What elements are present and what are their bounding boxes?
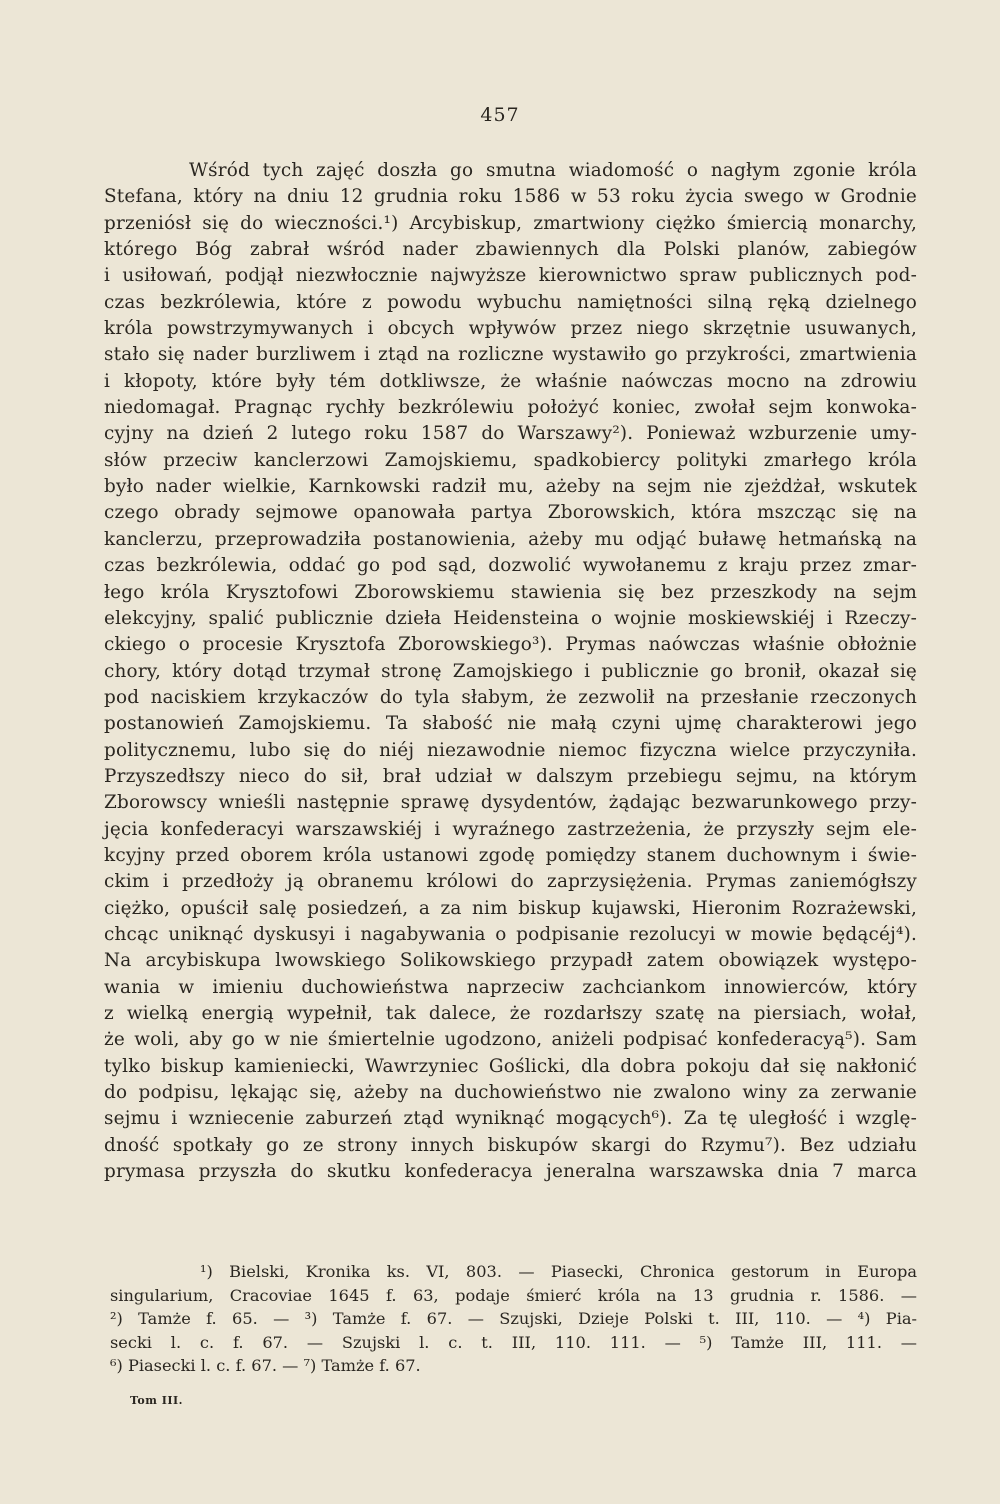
- text-line: ckiego o procesie Krysztofa Zborowskiego³). Prymas naówczas właśnie obłożnie: [104, 634, 917, 656]
- text-line: słów przeciw kanclerzowi Zamojskiemu, spadkobiercy polityki zmarłego króla: [104, 449, 917, 471]
- text-line: niedomagał. Pragnąc rychły bezkrólewiu położyć koniec, zwołał sejm konwoka-: [104, 397, 917, 419]
- text-line: i usiłowań, podjął niezwłocznie najwyższe kierownictwo spraw publicznych pod-: [104, 265, 917, 287]
- text-line: do podpisu, lękając się, ażeby na duchowieństwo nie zwalono winy za zerwanie: [104, 1082, 917, 1104]
- text-line: przeniósł się do wieczności.¹) Arcybiskup, zmartwiony ciężko śmiercią monarchy,: [104, 212, 917, 234]
- text-line: czas bezkrólewia, które z powodu wybuchu namiętności silną ręką dzielnego: [104, 291, 917, 313]
- text-line: ckim i przedłoży ją obranemu królowi do zaprzysiężenia. Prymas zaniemógłszy: [104, 871, 917, 893]
- text-line: wania w imieniu duchowieństwa naprzeciw zachciankom innowierców, który: [104, 976, 917, 998]
- text-line: stało się nader burzliwem i ztąd na rozliczne wystawiło go przykrości, zmartwienia: [104, 344, 917, 366]
- text-line: Stefana, który na dniu 12 grudnia roku 1586 w 53 roku życia swego w Grodnie: [104, 186, 917, 208]
- footnote-line: ⁶) Piasecki l. c. f. 67. — ⁷) Tamże f. 67.: [110, 1356, 421, 1376]
- text-line: sejmu i wzniecenie zaburzeń ztąd wyniknąć mogących⁶). Za tę uległość i wzglę-: [104, 1108, 917, 1130]
- text-line: prymasa przyszła do skutku konfederacya jeneralna warszawska dnia 7 marca: [104, 1161, 917, 1183]
- text-line: Na arcybiskupa lwowskiego Solikowskiego przypadł zatem obowiązek występo-: [104, 950, 917, 972]
- volume-signature: Tom III.: [130, 1394, 183, 1407]
- text-line: dność spotkały go ze strony innych biskupów skargi do Rzymu⁷). Bez udziału: [104, 1134, 917, 1156]
- text-line: z wielką energią wypełnił, tak dalece, że rozdarłszy szatę na piersiach, wołał,: [104, 1003, 917, 1024]
- main-text: [104, 158, 917, 1185]
- text-line: postanowień Zamojskiemu. Ta słabość nie małą czyni ujmę charakterowi jego: [104, 713, 917, 735]
- text-line: elekcyjny, spalić publicznie dzieła Heidensteina o wojnie moskiewskiéj i Rzeczy-: [104, 607, 917, 629]
- text-line: Zborowscy wnieśli następnie sprawę dysydentów, żądając bezwarunkowego przy-: [104, 792, 917, 814]
- text-line: którego Bóg zabrał wśród nader zbawiennych dla Polski planów, zabiegów: [104, 239, 917, 261]
- text-line: i kłopoty, które były tém dotkliwsze, że właśnie naówczas mocno na zdrowiu: [104, 370, 917, 392]
- text-line: czas bezkrólewia, oddać go pod sąd, dozwolić wywołanemu z kraju przez zmar-: [104, 555, 917, 577]
- text-line: czego obrady sejmowe opanowała partya Zborowskich, która mszcząc się na: [104, 502, 917, 524]
- footnote-line: secki l. c. f. 67. — Szujski l. c. t. III, 110. 111. — ⁵) Tamże III, 111. —: [110, 1332, 917, 1352]
- text-line: kcyjny przed oborem króla ustanowi zgodę pomiędzy stanem duchownym i świe-: [104, 844, 917, 866]
- text-line: Przyszedłszy nieco do sił, brał udział w dalszym przebiegu sejmu, na którym: [104, 765, 917, 787]
- page-number: 457: [480, 104, 520, 126]
- text-line: króla powstrzymywanych i obcych wpływów przez niego skrzętnie usuwanych,: [104, 318, 917, 340]
- text-line: kanclerzu, przeprowadziła postanowienia, ażeby mu odjąć buławę hetmańską na: [104, 528, 917, 550]
- text-line: Wśród tych zajęć doszła go smutna wiadomość o nagłym zgonie króla: [189, 160, 917, 181]
- footnote-line: singularium, Cracoviae 1645 f. 63, podaje śmierć króla na 13 grudnia r. 1586. —: [110, 1285, 917, 1305]
- footnote-line: ²) Tamże f. 65. — ³) Tamże f. 67. — Szujski, Dzieje Polski t. III, 110. — ⁴) Pia-: [110, 1309, 917, 1329]
- text-line: cyjny na dzień 2 lutego roku 1587 do Warszawy²). Ponieważ wzburzenie umy-: [104, 423, 917, 445]
- text-line: że woli, aby go w nie śmiertelnie ugodzono, aniżeli podpisać konfederacyą⁵). Sam: [104, 1029, 917, 1051]
- text-line: łego króla Krysztofowi Zborowskiemu stawienia się bez przeszkody na sejm: [104, 581, 917, 603]
- footnotes: [110, 1260, 917, 1378]
- text-line: chory, który dotąd trzymał stronę Zamojskiego i publicznie go bronił, okazał się: [104, 660, 917, 682]
- text-line: ciężko, opuścił salę posiedzeń, a za nim biskup kujawski, Hieronim Rozrażewski,: [104, 897, 917, 919]
- text-line: pod naciskiem krzykaczów do tyla słabym, że zezwolił na przesłanie rzeczonych: [104, 686, 917, 708]
- text-line: było nader wielkie, Karnkowski radził mu, ażeby na sejm nie zjeżdżał, wskutek: [104, 476, 917, 498]
- text-line: tylko biskup kamieniecki, Wawrzyniec Goślicki, dla dobra pokoju dał się nakłonić: [104, 1055, 917, 1077]
- text-line: chcąc uniknąć dyskusyi i nagabywania o podpisanie rezolucyi w mowie będącéj⁴).: [104, 923, 917, 945]
- text-line: politycznemu, lubo się do niéj niezawodnie niemoc fizyczna wielce przyczyniła.: [104, 739, 917, 761]
- text-line: jęcia konfederacyi warszawskiéj i wyraźnego zastrzeżenia, że przyszły sejm ele-: [104, 818, 917, 840]
- footnote-line: ¹) Bielski, Kronika ks. VI, 803. — Piasecki, Chronica gestorum in Europa: [200, 1262, 917, 1281]
